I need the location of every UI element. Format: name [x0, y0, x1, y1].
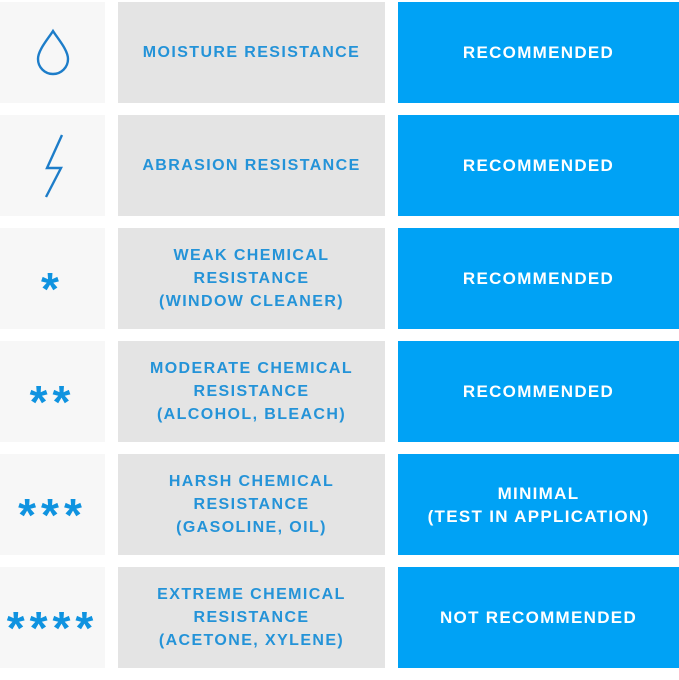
property-label-line: RESISTANCE — [193, 609, 310, 626]
recommendation-line: NOT RECOMMENDED — [439, 608, 638, 627]
property-label-line: (WINDOW CLEANER) — [158, 293, 345, 310]
recommendation-badge — [398, 2, 679, 103]
recommendation-badge — [398, 228, 679, 329]
property-label — [118, 341, 385, 442]
recommendation-line: RECOMMENDED — [462, 269, 615, 288]
property-label — [118, 115, 385, 216]
recommendation-line: RECOMMENDED — [462, 382, 615, 401]
asterisk-rating-icon: **** — [6, 601, 99, 654]
property-label — [118, 228, 385, 329]
property-label-line: MODERATE CHEMICAL — [149, 360, 354, 377]
table-row-icon-cell — [0, 2, 105, 103]
property-label — [118, 454, 385, 555]
recommendation-badge — [398, 115, 679, 216]
lightning-bolt-icon — [39, 133, 67, 199]
recommendation-badge — [398, 567, 679, 668]
property-label-line: RESISTANCE — [193, 496, 310, 513]
table-row-icon-cell — [0, 115, 105, 216]
property-label-line: (ALCOHOL, BLEACH) — [156, 406, 347, 423]
recommendation-badge — [398, 454, 679, 555]
table-row-icon-cell — [0, 228, 105, 329]
property-label-line: HARSH CHEMICAL — [168, 473, 335, 490]
asterisk-rating-icon: ** — [29, 375, 76, 428]
recommendation-badge — [398, 341, 679, 442]
property-label-line: RESISTANCE — [193, 383, 310, 400]
property-label-line: RESISTANCE — [193, 270, 310, 287]
property-label-line: EXTREME CHEMICAL — [157, 586, 346, 603]
property-label — [118, 2, 385, 103]
table-row-icon-cell — [0, 341, 105, 442]
property-label-line: MOISTURE RESISTANCE — [142, 44, 361, 61]
property-label-line: ABRASION RESISTANCE — [142, 157, 361, 174]
recommendation-line: (TEST IN APPLICATION) — [427, 506, 650, 526]
table-row-icon-cell — [0, 454, 105, 555]
recommendation-line: MINIMAL — [497, 483, 580, 503]
property-label-line: (ACETONE, XYLENE) — [158, 632, 345, 649]
table-row-icon-cell — [0, 567, 105, 668]
property-label-line: (GASOLINE, OIL) — [176, 519, 327, 536]
property-label — [118, 567, 385, 668]
property-label-line: WEAK CHEMICAL — [173, 247, 330, 264]
recommendation-line: RECOMMENDED — [462, 156, 615, 175]
droplet-icon — [33, 28, 73, 78]
asterisk-rating-icon: *** — [18, 488, 87, 541]
asterisk-rating-icon: * — [41, 262, 64, 315]
recommendation-line: RECOMMENDED — [462, 43, 615, 62]
